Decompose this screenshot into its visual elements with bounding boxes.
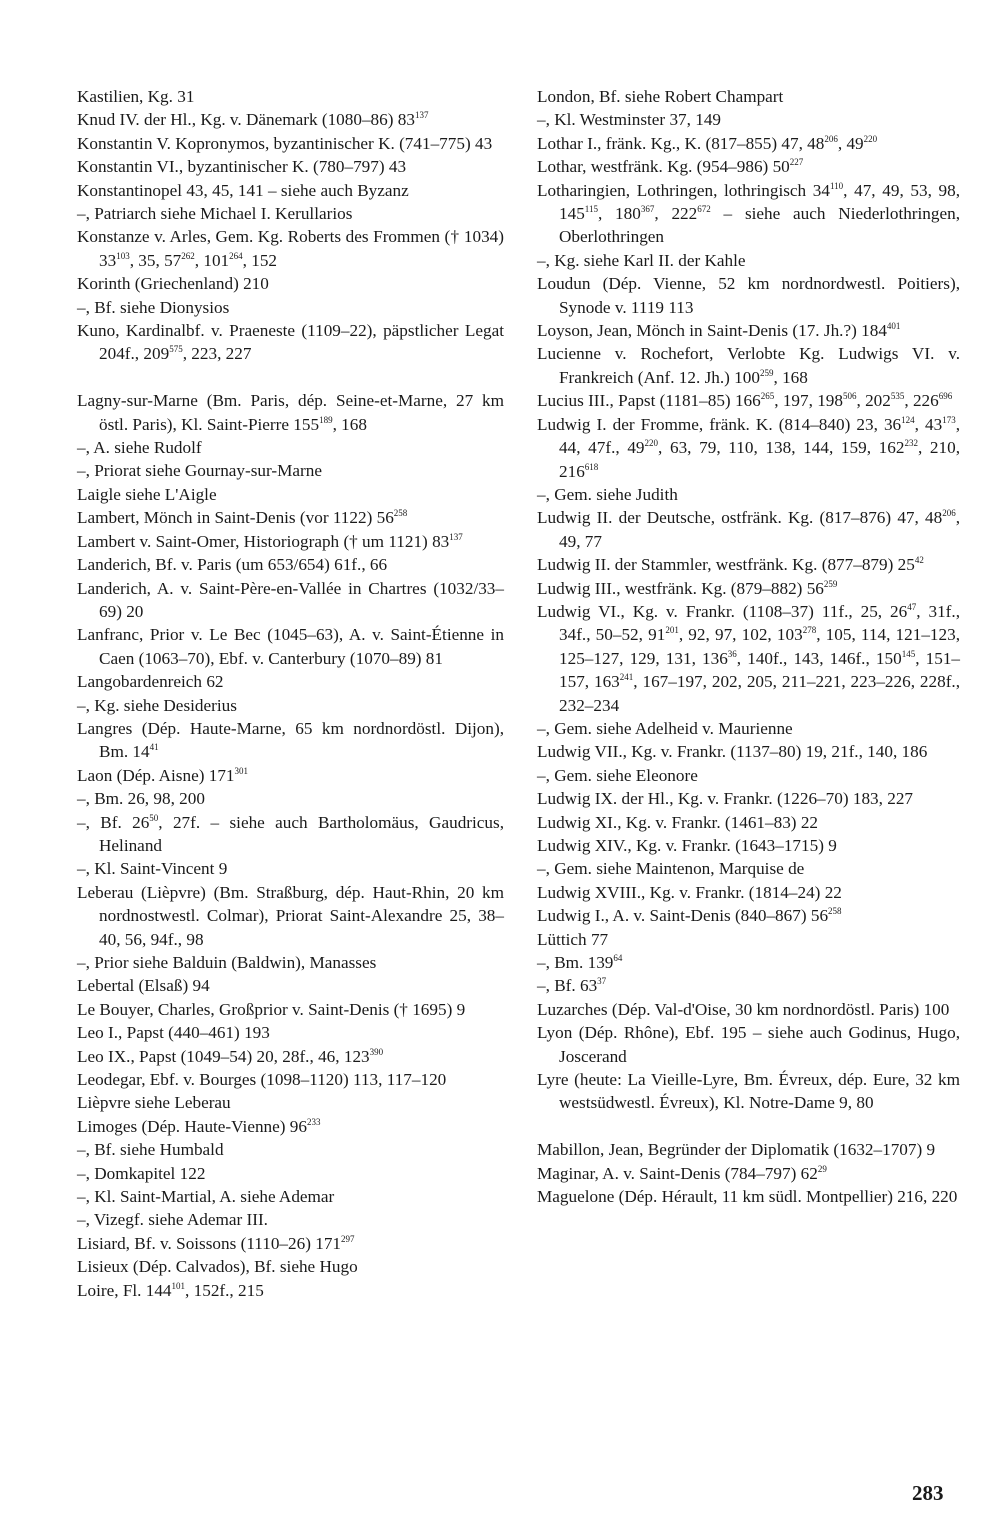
footnote-ref: 232 <box>904 438 918 449</box>
entry-text: –, Bf. 63 <box>537 976 598 996</box>
footnote-ref: 506 <box>842 391 857 402</box>
entry-text: , 152 <box>242 250 277 270</box>
entry-text: , 44, 47f., 49 <box>559 414 960 458</box>
page-number: 283 <box>912 1481 944 1505</box>
index-entry <box>537 272 960 319</box>
entry-text: , 168 <box>332 414 367 434</box>
entry-text: , 140f., 143, 146f., 150 <box>736 648 902 668</box>
entry-text: –, Kl. Saint-Vincent 9 <box>77 859 228 879</box>
index-entry <box>537 600 960 717</box>
entry-text: Landerich, Bf. v. Paris (um 653/654) 61f., 66 <box>77 555 388 575</box>
footnote-ref: 29 <box>817 1163 827 1174</box>
entry-text: Luzarches (Dép. Val-d'Oise, 30 km nordnordöstl. Paris) 100 <box>537 999 950 1019</box>
footnote-ref: 41 <box>149 742 159 753</box>
entry-text: Ludwig III., westfränk. Kg. (879–882) 56 <box>537 578 824 598</box>
entry-text: , 31f., 34f., 50–52, 91 <box>559 601 960 645</box>
index-entry <box>77 1021 504 1044</box>
footnote-ref: 278 <box>802 625 817 636</box>
footnote-ref: 618 <box>584 461 599 472</box>
index-entry <box>77 998 504 1021</box>
entry-text: Ludwig VI., Kg. v. Frankr. (1108–37) 11f., 25, 26 <box>537 601 908 621</box>
index-entry <box>77 225 504 272</box>
footnote-ref: 220 <box>863 133 878 144</box>
footnote-ref: 390 <box>369 1046 384 1057</box>
entry-text: Mabillon, Jean, Begründer der Diplomatik (1632–1707) 9 <box>537 1140 936 1160</box>
entry-text: Lisieux (Dép. Calvados), Bf. siehe Hugo <box>77 1257 358 1277</box>
footnote-ref: 50 <box>149 812 159 823</box>
entry-text: Lambert, Mönch in Saint-Denis (vor 1122) 56 <box>77 508 394 528</box>
index-entry <box>537 319 960 342</box>
entry-text: –, A. siehe Rudolf <box>77 438 202 458</box>
index-entry <box>77 436 504 459</box>
entry-text: –, Bf. siehe Humbald <box>77 1140 224 1160</box>
index-entry <box>77 1162 504 1185</box>
entry-text: Ludwig VII., Kg. v. Frankr. (1137–80) 19, 21f., 140, 186 <box>537 742 928 762</box>
entry-text: Landerich, A. v. Saint-Père-en-Vallée in Chartres (1032/33–69) 20 <box>77 578 504 621</box>
entry-text: –, Domkapitel 122 <box>77 1163 206 1183</box>
footnote-ref: 241 <box>619 672 634 683</box>
footnote-ref: 301 <box>234 765 249 776</box>
footnote-ref: 220 <box>644 438 659 449</box>
entry-text: Leberau (Lièpvre) (Bm. Straßburg, dép. Haut-Rhin, 20 km nordnostwestl. Colmar), Priorat Saint-Alexandre 25, 38–40, 56, 94f., 98 <box>77 882 504 949</box>
entry-text: Lyon (Dép. Rhône), Ebf. 195 – siehe auch Godinus, Hugo, Joscerand <box>537 1023 960 1066</box>
index-entry <box>537 155 960 178</box>
index-entry <box>77 202 504 225</box>
footnote-ref: 201 <box>665 625 679 636</box>
entry-text: Ludwig IX. der Hl., Kg. v. Frankr. (1226–70) 183, 227 <box>537 789 914 809</box>
index-entry <box>537 717 960 740</box>
entry-text: Laigle siehe L'Aigle <box>77 484 217 504</box>
entry-text: –, Gem. siehe Maintenon, Marquise de <box>537 859 805 879</box>
footnote-ref: 64 <box>613 953 623 964</box>
footnote-ref: 101 <box>171 1280 186 1291</box>
entry-text: –, Prior siehe Balduin (Baldwin), Manasses <box>77 953 377 973</box>
index-entry <box>77 717 504 764</box>
entry-text: –, Gem. siehe Judith <box>537 484 678 504</box>
entry-text: Knud IV. der Hl., Kg. v. Dänemark (1080–86) 83 <box>77 110 415 130</box>
entry-text: Lisiard, Bf. v. Soissons (1110–26) 171 <box>77 1233 342 1253</box>
footnote-ref: 115 <box>584 204 598 215</box>
index-entry <box>77 108 504 131</box>
entry-text: Konstanze v. Arles, Gem. Kg. Roberts des Frommen († 1034) 33 <box>77 227 504 270</box>
entry-text: , 202 <box>856 391 891 411</box>
index-entry <box>77 389 504 436</box>
footnote-ref: 265 <box>760 391 775 402</box>
index-entry <box>77 1068 504 1091</box>
index-entry <box>537 413 960 483</box>
entry-text: –, Kl. Saint-Martial, A. siehe Ademar <box>77 1187 335 1207</box>
entry-text: Loire, Fl. 144 <box>77 1280 172 1300</box>
index-entry <box>537 553 960 576</box>
footnote-ref: 189 <box>319 414 333 425</box>
index-entry <box>77 1185 504 1208</box>
section-gap <box>77 366 504 389</box>
entry-text: , 152f., 215 <box>185 1280 264 1300</box>
entry-text: Ludwig I. der Fromme, fränk. K. (814–840) 23, 36 <box>537 414 902 434</box>
index-entry <box>77 1045 504 1068</box>
footnote-ref: 137 <box>414 110 429 121</box>
index-entry <box>537 881 960 904</box>
footnote-ref: 258 <box>828 906 842 917</box>
index-entry <box>77 1208 504 1231</box>
entry-text: –, Patriarch siehe Michael I. Kerullarios <box>77 204 353 224</box>
entry-text: Lucienne v. Rochefort, Verlobte Kg. Ludwigs VI. v. Frankreich (Anf. 12. Jh.) 100 <box>537 344 960 387</box>
entry-text: Konstantin V. Kopronymos, byzantinischer K. (741–775) 43 <box>77 133 493 153</box>
index-entry <box>77 85 504 108</box>
index-entry <box>77 951 504 974</box>
index-entry <box>77 787 504 810</box>
entry-text: Lyre (heute: La Vieille-Lyre, Bm. Évreux, dép. Eure, 32 km westsüdwestl. Évreux), Kl. Notre-Dame 9, 80 <box>537 1070 960 1113</box>
index-column-left <box>77 85 504 1302</box>
entry-text: Ludwig I., A. v. Saint-Denis (840–867) 56 <box>537 906 829 926</box>
footnote-ref: 264 <box>229 250 243 261</box>
entry-text: Ludwig II. der Deutsche, ostfränk. Kg. (817–876) 47, 48 <box>537 508 943 528</box>
entry-text: –, Gem. siehe Eleonore <box>537 765 698 785</box>
footnote-ref: 137 <box>449 531 463 542</box>
entry-text: , 43 <box>914 414 943 434</box>
entry-text: Lièpvre siehe Leberau <box>77 1093 231 1113</box>
entry-text: Laon (Dép. Aisne) 171 <box>77 765 235 785</box>
entry-text: Langobardenreich 62 <box>77 672 224 692</box>
entry-text: –, Kg. siehe Desiderius <box>77 695 237 715</box>
entry-text: Maguelone (Dép. Hérault, 11 km südl. Montpellier) 216, 220 <box>537 1187 958 1207</box>
entry-text: London, Bf. siehe Robert Champart <box>537 87 784 106</box>
index-entry <box>77 1138 504 1161</box>
entry-text: Ludwig XVIII., Kg. v. Frankr. (1814–24) 22 <box>537 882 842 902</box>
index-entry <box>537 951 960 974</box>
index-entry <box>77 1279 504 1302</box>
footnote-ref: 233 <box>306 1116 321 1127</box>
entry-text: Konstantinopel 43, 45, 141 – siehe auch Byzanz <box>77 180 409 200</box>
footnote-ref: 575 <box>169 344 183 355</box>
index-entry <box>537 85 960 108</box>
entry-text: Kastilien, Kg. 31 <box>77 87 195 106</box>
entry-text: Ludwig XIV., Kg. v. Frankr. (1643–1715) 9 <box>537 836 837 855</box>
index-entry <box>77 319 504 366</box>
entry-text: Loudun (Dép. Vienne, 52 km nordnordwestl. Poitiers), Synode v. 1119 113 <box>537 274 960 317</box>
footnote-ref: 259 <box>759 367 774 378</box>
entry-text: , 35, 57 <box>129 250 182 270</box>
entry-text: Leodegar, Ebf. v. Bourges (1098–1120) 113, 117–120 <box>77 1070 447 1090</box>
entry-text: Lambert v. Saint-Omer, Historiograph († um 1121) 83 <box>77 531 450 551</box>
entry-text: , 223, 227 <box>182 344 252 364</box>
entry-text: , 47, 49, 53, 98, 145 <box>559 180 961 224</box>
entry-text: Leo IX., Papst (1049–54) 20, 28f., 46, 123 <box>77 1046 370 1066</box>
entry-text: –, Bf. 26 <box>77 812 150 832</box>
entry-text: Lüttich 77 <box>537 929 609 949</box>
entry-text: –, Bm. 26, 98, 200 <box>77 789 205 809</box>
index-entry <box>77 670 504 693</box>
footnote-ref: 401 <box>886 321 901 332</box>
index-entry <box>77 577 504 624</box>
footnote-ref: 206 <box>824 133 838 144</box>
index-entry <box>77 296 504 319</box>
index-entry <box>537 1021 960 1068</box>
entry-text: Lothar, westfränk. Kg. (954–986) 50 <box>537 157 790 177</box>
index-entry <box>537 483 960 506</box>
index-entry <box>537 834 960 857</box>
entry-text: Le Bouyer, Charles, Großprior v. Saint-Denis († 1695) 9 <box>77 999 466 1019</box>
entry-text: , 49 <box>837 133 864 153</box>
index-column-right <box>537 85 960 1208</box>
index-entry <box>537 342 960 389</box>
index-entry <box>537 108 960 131</box>
footnote-ref: 367 <box>640 204 655 215</box>
footnote-ref: 206 <box>942 508 956 519</box>
footnote-ref: 173 <box>942 414 956 425</box>
entry-text: , 167–197, 202, 205, 211–221, 223–226, 228f., 232–234 <box>559 672 961 715</box>
footnote-ref: 124 <box>901 414 915 425</box>
footnote-ref: 42 <box>914 555 924 566</box>
index-entry <box>537 1138 960 1161</box>
entry-text: , 101 <box>194 250 230 270</box>
index-entry <box>537 764 960 787</box>
entry-text: , 197, 198 <box>774 391 843 411</box>
entry-text: , 63, 79, 110, 138, 144, 159, 162 <box>658 438 905 458</box>
entry-text: Loyson, Jean, Mönch in Saint-Denis (17. Jh.?) 184 <box>537 321 887 341</box>
index-entry <box>77 881 504 951</box>
footnote-ref: 297 <box>341 1233 355 1244</box>
entry-text: –, Gem. siehe Adelheid v. Maurienne <box>537 718 793 738</box>
entry-text: – siehe auch Niederlothringen, Oberlothringen <box>559 204 961 247</box>
footnote-ref: 47 <box>907 601 917 612</box>
index-entry <box>77 694 504 717</box>
entry-text: Lagny-sur-Marne (Bm. Paris, dép. Seine-et-Marne, 27 km östl. Paris), Kl. Saint-Pierre 155 <box>77 391 504 434</box>
footnote-ref: 535 <box>890 391 905 402</box>
entry-text: Langres (Dép. Haute-Marne, 65 km nordnordöstl. Dijon), Bm. 14 <box>77 718 504 762</box>
entry-text: Korinth (Griechenland) 210 <box>77 274 269 294</box>
entry-text: Lotharingien, Lothringen, lothringisch 34 <box>537 180 830 200</box>
index-entry <box>77 459 504 482</box>
entry-text: –, Bf. siehe Dionysios <box>77 297 230 317</box>
entry-text: –, Bm. 139 <box>537 953 614 973</box>
entry-text: Lothar I., fränk. Kg., K. (817–855) 47, 48 <box>537 133 825 153</box>
index-entry <box>537 179 960 249</box>
index-entry <box>77 179 504 202</box>
index-entry <box>77 506 504 529</box>
entry-text: , 210, 216 <box>559 438 960 481</box>
index-entry <box>537 577 960 600</box>
index-entry <box>537 1068 960 1115</box>
index-entry <box>537 998 960 1021</box>
index-entry <box>537 389 960 412</box>
index-entry <box>537 740 960 763</box>
index-entry <box>537 928 960 951</box>
footnote-ref: 672 <box>697 204 711 215</box>
entry-text: Lanfranc, Prior v. Le Bec (1045–63), A. v. Saint-Étienne in Caen (1063–70), Ebf. v. Canterbury (1070–89) 81 <box>77 625 504 668</box>
entry-text: , 27f. – siehe auch Bartholomäus, Gaudricus, Helinand <box>99 812 504 855</box>
index-entry <box>77 1115 504 1138</box>
entry-text: –, Vizegf. siehe Ademar III. <box>77 1210 268 1230</box>
footnote-ref: 696 <box>938 391 953 402</box>
entry-text: Limoges (Dép. Haute-Vienne) 96 <box>77 1116 307 1136</box>
index-entry <box>537 1162 960 1185</box>
entry-text: Konstantin VI., byzantinischer K. (780–797) 43 <box>77 157 407 177</box>
index-entry <box>537 132 960 155</box>
entry-text: , 92, 97, 102, 103 <box>678 625 803 645</box>
index-entry <box>537 904 960 927</box>
index-entry <box>77 1232 504 1255</box>
entry-text: , 151–157, 163 <box>559 648 961 692</box>
entry-text: –, Kg. siehe Karl II. der Kahle <box>537 250 746 270</box>
entry-text: , 222 <box>654 204 698 224</box>
index-entry <box>77 623 504 670</box>
index-entry <box>77 530 504 553</box>
entry-text: , 226 <box>904 391 939 411</box>
footnote-ref: 110 <box>830 180 844 191</box>
index-entry <box>77 132 504 155</box>
index-entry <box>77 483 504 506</box>
entry-text: Leo I., Papst (440–461) 193 <box>77 1023 270 1043</box>
entry-text: Lucius III., Papst (1181–85) 166 <box>537 391 761 411</box>
entry-text: Ludwig II. der Stammler, westfränk. Kg. (877–879) 25 <box>537 555 915 575</box>
index-entry <box>537 787 960 810</box>
index-entry <box>537 506 960 553</box>
index-entry <box>77 811 504 858</box>
index-entry <box>77 1255 504 1278</box>
index-entry <box>77 553 504 576</box>
entry-text: , 49, 77 <box>559 508 960 551</box>
entry-text: , 180 <box>597 204 641 224</box>
footnote-ref: 259 <box>823 578 838 589</box>
index-entry <box>537 1185 960 1208</box>
footnote-ref: 36 <box>727 648 737 659</box>
index-entry <box>537 974 960 997</box>
entry-text: , 168 <box>773 367 808 387</box>
entry-text: Lebertal (Elsaß) 94 <box>77 976 210 996</box>
index-entry <box>537 811 960 834</box>
footnote-ref: 258 <box>393 508 408 519</box>
footnote-ref: 103 <box>116 250 130 261</box>
entry-text: Kuno, Kardinalbf. v. Praeneste (1109–22), päpstlicher Legat 204f., 209 <box>77 321 504 364</box>
index-entry <box>77 155 504 178</box>
footnote-ref: 145 <box>901 648 916 659</box>
entry-text: , 105, 114, 121–123, 125–127, 129, 131, 136 <box>559 625 960 668</box>
footnote-ref: 227 <box>789 157 804 168</box>
entry-text: Maginar, A. v. Saint-Denis (784–797) 62 <box>537 1163 818 1183</box>
entry-text: –, Kl. Westminster 37, 149 <box>537 110 722 130</box>
footnote-ref: 37 <box>597 976 607 987</box>
index-entry <box>77 1091 504 1114</box>
footnote-ref: 262 <box>181 250 195 261</box>
index-entry <box>77 764 504 787</box>
index-entry <box>77 857 504 880</box>
entry-text: –, Priorat siehe Gournay-sur-Marne <box>77 461 322 481</box>
index-entry <box>77 974 504 997</box>
index-entry <box>537 857 960 880</box>
entry-text: Ludwig XI., Kg. v. Frankr. (1461–83) 22 <box>537 812 819 832</box>
section-gap <box>537 1115 960 1138</box>
index-entry <box>77 272 504 295</box>
index-entry <box>537 249 960 272</box>
